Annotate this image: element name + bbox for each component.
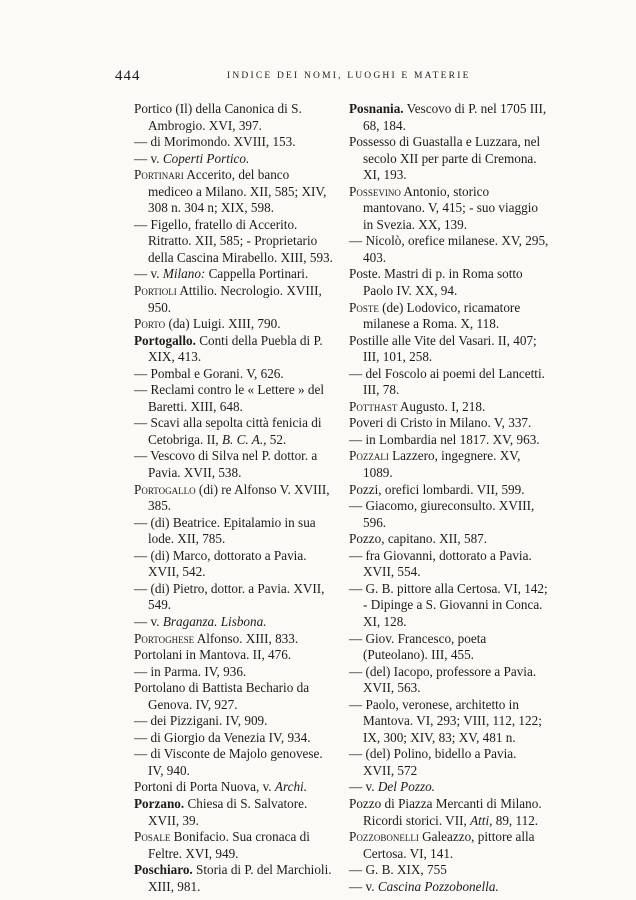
entry-reference: Coperti Portico. [162, 150, 250, 166]
index-entry [349, 498, 549, 531]
index-entry [349, 300, 549, 333]
entry-headword: Portogallo. [134, 332, 196, 348]
entry-text: Antonio, storico mantovano. V, 415; - suo viaggio in Svezia. XX, 139. [363, 183, 538, 232]
entry-text: Pozzo, capitano. XII, 587. [349, 531, 488, 547]
entry-text: Postille alle Vite del Vasari. II, 407; III, 101, 258. [349, 332, 537, 365]
index-entry [349, 482, 549, 499]
index-entry [349, 266, 549, 299]
index-entry [134, 134, 334, 151]
entry-headword: Portogallo [134, 481, 196, 497]
index-entry [349, 366, 549, 399]
entry-headword: Possevino [349, 183, 401, 199]
entry-text: Poveri di Cristo in Milano. V, 337. [349, 415, 532, 431]
entry-text: — Giacomo, giureconsulto. XVIII, 596. [349, 498, 535, 530]
entry-headword: Porto [134, 316, 166, 332]
entry-text: — Reclami contro le « Lettere » del Baretti. XIII, 648. [134, 382, 325, 414]
index-column-right [349, 101, 549, 895]
index-entry [134, 796, 334, 829]
entry-reference: Del Pozzo. [377, 779, 435, 795]
index-entry [349, 697, 549, 747]
index-entry [134, 482, 334, 515]
index-entry [134, 713, 334, 730]
index-entry [134, 151, 334, 168]
entry-text: Augusto. I, 218. [397, 398, 486, 414]
index-entry [349, 779, 549, 796]
entry-headword: Poste [349, 299, 379, 315]
index-entry [134, 548, 334, 581]
entry-text: — Vescovo di Silva nel P. dottor. a Pavia. XVII, 538. [134, 448, 318, 481]
index-entry [349, 829, 549, 862]
index-entry [349, 233, 549, 266]
index-entry [134, 448, 334, 481]
index-entry [134, 779, 334, 796]
index-entry [349, 879, 549, 896]
index-entry [134, 829, 334, 862]
entry-text: Accerito, del banco mediceo a Milano. XII, 585; XIV, 308 n. 304 n; XIX, 598. [148, 167, 327, 216]
entry-headword: Pozzobonelli [349, 829, 419, 845]
entry-headword: Portoghese [134, 630, 195, 646]
entry-reference: Braganza. Lisbona. [162, 613, 267, 629]
entry-text: Portolani in Mantova. II, 476. [134, 647, 292, 663]
entry-text: Alfonso. XIII, 833. [194, 630, 299, 646]
index-entry [349, 101, 549, 134]
entry-text: — Giov. Francesco, poeta (Puteolano). III, 455. [349, 630, 487, 663]
entry-text: Portolano di Battista Bechario da Genova. IV, 927. [134, 680, 310, 712]
index-entry [134, 664, 334, 681]
entry-text: Portico (Il) della Canonica di S. Ambrogio. XVI, 397. [134, 101, 302, 133]
entry-text: — in Lombardia nel 1817. XV, 963. [349, 431, 540, 447]
entry-text: Vescovo di P. nel 1705 III, 68, 184. [363, 101, 547, 133]
index-entry [134, 862, 334, 895]
entry-text: — v. [134, 150, 163, 166]
index-entry [134, 730, 334, 747]
index-entry [349, 184, 549, 234]
entry-text: — in Parma. IV, 936. [134, 663, 247, 679]
entry-text: (da) Luigi. XIII, 790. [165, 316, 281, 332]
index-entry [134, 101, 334, 134]
entry-text: — Pombal e Gorani. V, 626. [134, 365, 284, 381]
index-entry [134, 631, 334, 648]
index-entry [134, 647, 334, 664]
entry-reference: Milano: [162, 266, 206, 282]
index-entry [349, 333, 549, 366]
index-entry [349, 134, 549, 184]
index-entry [134, 614, 334, 631]
entry-text: Possesso di Guastalla e Luzzara, nel secolo XII per parte di Cremona. XI, 193. [349, 134, 541, 183]
entry-text: — Paolo, veronese, architetto in Mantova. VI, 293; VIII, 112, 122; IX, 300; XIV, 83; XV, 481 n. [349, 696, 542, 745]
entry-text: — (del) Polino, bidello a Pavia. XVII, 572 [349, 746, 517, 778]
entry-text: — v. [134, 613, 163, 629]
entry-reference: Atti, [470, 812, 493, 828]
index-entry [134, 333, 334, 366]
index-entry [349, 664, 549, 697]
index-entry [134, 366, 334, 383]
entry-text: Attilio. Necrologio. XVIII, 950. [148, 283, 322, 315]
entry-text: Lazzero, ingegnere. XV, 1089. [363, 448, 521, 481]
entry-text: Storia di P. del Marchioli. XIII, 981. [148, 862, 332, 894]
entry-text: — v. [134, 266, 163, 282]
entry-text: Cappella Portinari. [205, 266, 309, 282]
index-entry [134, 746, 334, 779]
entry-text: 52. [266, 431, 287, 447]
index-entry [349, 631, 549, 664]
entry-text: — di Morimondo. XVIII, 153. [134, 134, 296, 150]
entry-text: — (del) Iacopo, professore a Pavia. XVII, 563. [349, 663, 537, 696]
entry-text: — v. [349, 779, 378, 795]
entry-reference: Archi. [274, 779, 308, 795]
entry-text: — fra Giovanni, dottorato a Pavia. XVII, 554. [349, 547, 532, 580]
index-entry [349, 796, 549, 829]
index-entry [134, 382, 334, 415]
entry-headword: Poschiaro. [134, 862, 193, 878]
index-entry [349, 415, 549, 432]
page-number: 444 [115, 68, 141, 84]
entry-reference: B. C. A., [221, 431, 267, 447]
entry-text: — (di) Beatrice. Epitalamio in sua lode. XII, 785. [134, 514, 316, 547]
entry-text: — Figello, fratello di Accerito. Ritratto. XII, 585; - Proprietario della Cascina Mirabello. XIII, 593. [134, 216, 333, 265]
entry-text: (di) re Alfonso V. XVIII, 385. [148, 481, 330, 514]
entry-headword: Pozzali [349, 448, 389, 464]
index-entry [349, 746, 549, 779]
entry-text: (de) Lodovico, ricamatore milanese a Roma. X, 118. [363, 299, 521, 332]
entry-text: Bonifacio. Sua cronaca di Feltre. XVI, 949. [148, 829, 310, 861]
index-entry [134, 167, 334, 217]
index-entry [134, 680, 334, 713]
entry-text: Galeazzo, pittore alla Certosa. VI, 141. [363, 829, 535, 861]
page-header [115, 68, 515, 88]
entry-text: Chiesa di S. Salvatore. XVII, 39. [148, 795, 308, 828]
entry-text: Conti della Puebla di P. XIX, 413. [148, 332, 323, 365]
entry-text: — Scavi alla sepolta città fenicia di Cetobriga. II, [134, 415, 322, 447]
index-entry [349, 448, 549, 481]
entry-headword: Portioli [134, 283, 177, 299]
entry-text: — di Visconte de Majolo genovese. IV, 940. [134, 746, 323, 778]
index-entry [134, 217, 334, 267]
entry-text: Pozzi, orefici lombardi. VII, 599. [349, 481, 525, 497]
entry-text: — (di) Marco, dottorato a Pavia. XVII, 542. [134, 547, 307, 580]
index-entry [134, 515, 334, 548]
entry-headword: Porzano. [134, 795, 185, 811]
index-entry [349, 862, 549, 879]
entry-text: — di Giorgio da Venezia IV, 934. [134, 729, 311, 745]
index-entry [349, 581, 549, 631]
entry-text: — G. B. XIX, 755 [349, 862, 447, 878]
entry-text: — (di) Pietro, dottor. a Pavia. XVII, 549. [134, 580, 325, 613]
index-entry [349, 432, 549, 449]
entry-headword: Potthast [349, 398, 398, 414]
entry-text: — dei Pizzigani. IV, 909. [134, 713, 268, 729]
entry-text: — v. [349, 878, 378, 894]
index-entry [349, 531, 549, 548]
entry-reference: Cascina Pozzobonella. [377, 878, 499, 894]
index-column-left [134, 101, 334, 895]
index-entry [134, 415, 334, 448]
entry-text: 89, 112. [492, 812, 539, 828]
entry-text: — del Foscolo ai poemi del Lancetti. III, 78. [349, 365, 545, 398]
entry-text: — Nicolò, orefice milanese. XV, 295, 403. [349, 233, 549, 265]
index-entry [134, 283, 334, 316]
index-entry [134, 266, 334, 283]
index-entry [349, 399, 549, 416]
entry-headword: Posale [134, 829, 171, 845]
entry-text: Pozzo di Piazza Mercanti di Milano. Ricordi storici. VII, [349, 795, 542, 828]
entry-text: Portoni di Porta Nuova, v. [134, 779, 275, 795]
index-entry [349, 548, 549, 581]
running-title: INDICE DEI NOMI, LUOGHI E MATERIE [227, 71, 471, 81]
entry-headword: Portinari [134, 167, 184, 183]
entry-text: — G. B. pittore alla Certosa. VI, 142; - Dipinge a S. Giovanni in Conca. XI, 128. [349, 580, 548, 629]
index-entry [134, 581, 334, 614]
entry-text: Poste. Mastri di p. in Roma sotto Paolo IV. XX, 94. [349, 266, 523, 299]
entry-headword: Posnania. [349, 101, 404, 116]
index-entry [134, 316, 334, 333]
